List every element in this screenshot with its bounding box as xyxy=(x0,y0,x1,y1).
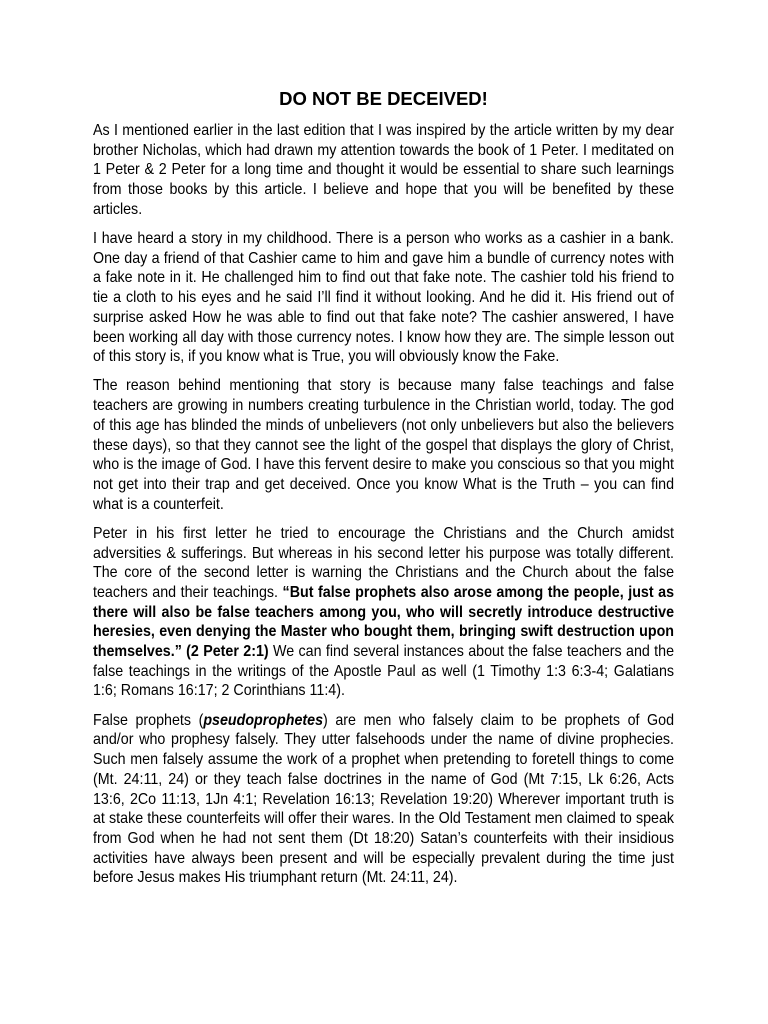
document-page xyxy=(93,87,674,898)
paragraph-intro: As I mentioned earlier in the last edition that I was inspired by the article written by my dear brother Nicholas, which had drawn my attention towards the book of 1 Peter. I meditated on 1 Peter & 2 Peter for a long time and thought it would be essential to share such learnings from those books by this article. I believe and hope that you will be benefited by these articles. xyxy=(93,122,675,218)
document-title: DO NOT BE DECEIVED! xyxy=(279,88,488,109)
paragraph-prophets-start: False prophets ( xyxy=(93,711,204,729)
paragraph-prophets-rest: ) are men who falsely claim to be prophets of God and/or who prophesy falsely. They utter falsehoods under the name of divine prophecies. Such men falsely assume the work of a prophet when pretending to foretell things to come (Mt. 24:11, 24) or they teach false doctrines in the name of God (Mt 7:15, Lk 6:26, Acts 13:6, 2Co 11:13, 1Jn 4:1; Revelation 16:13; Revelation 19:20) Wherever important truth is at stake these counterfeits will offer their wares. In the Old Testament men claimed to speak from God when he had not sent them (Dt 18:20) Satan’s counterfeits with their insidious activities have always been present and will be especially prevalent during the time just before Jesus makes His triumphant return (Mt. 24:11, 24). xyxy=(93,711,675,887)
paragraph-peter-intro-text: Peter in his first letter he tried to encourage the Christians and the Church amidst adversities & sufferings. But whereas in his second letter his purpose was totally different. The core of the second letter is warning the Christians and the Church about the false teachers and their teachings. xyxy=(93,524,675,601)
paragraph-cashier-story: I have heard a story in my childhood. There is a person who works as a cashier in a bank. One day a friend of that Cashier came to him and gave him a bundle of currency notes with a fake note in it. He challenged him to find out that fake note. The cashier told his friend to tie a cloth to his eyes and he said I’ll find it without looking. And he did it. His friend out of surprise asked How he was able to find out that fake note? The cashier answered, I have been working all day with those currency notes. I know how they are. The simple lesson out of this story is, if you know what is True, you will obviously know the Fake. xyxy=(93,230,675,366)
paragraph-false-prophets xyxy=(93,711,674,888)
paragraph-peter-letters xyxy=(93,524,674,701)
greek-term: pseudoprophetes xyxy=(203,711,324,729)
paragraph-false-teachings: The reason behind mentioning that story is because many false teachings and false teachers are growing in numbers creating turbulence in the Christian world, today. The god of this age has blinded the minds of unbelievers (not only unbelievers but also the believers these days), so that they cannot see the light of the gospel that displays the glory of Christ, who is the image of God. I have this fervent desire to make you conscious so that you might not get into their trap and get deceived. Once you know What is the Truth – you can find what is a counterfeit. xyxy=(93,377,675,513)
paragraph-peter-outro-text: We can find several instances about the false teachers and the false teachings in the writings of the Apostle Paul as well (1 Timothy 1:3 6:3-4; Galatians 1:6; Romans 16:17; 2 Corinthians 11:4). xyxy=(93,643,675,700)
scripture-quote: “But false prophets also arose among the people, just as there will also be false teachers among you, who will secretly introduce destructive heresies, even denying the Master who bought them, bringing swift destruction upon themselves.” (2 Peter 2:1) xyxy=(93,583,675,661)
